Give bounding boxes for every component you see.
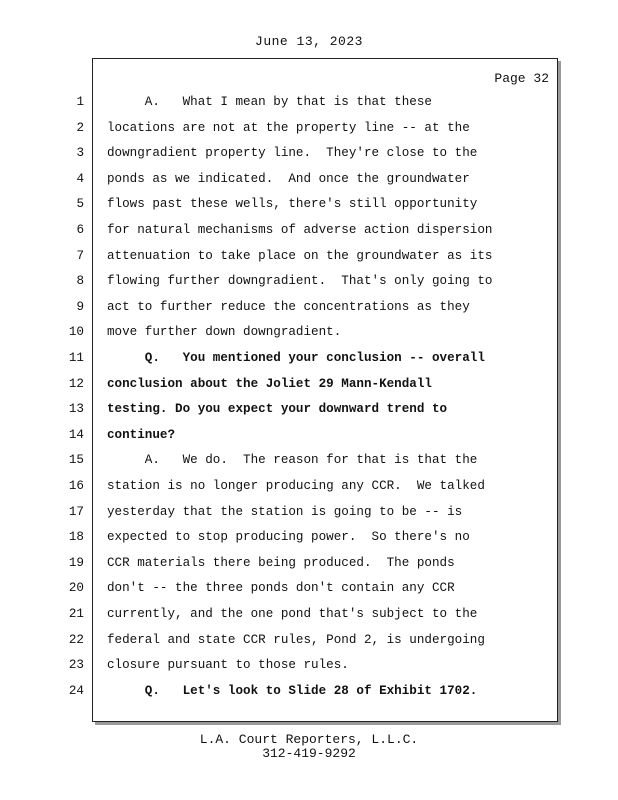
line-text: Q. Let's look to Slide 28 of Exhibit 1702. xyxy=(107,683,478,698)
line-text: yesterday that the station is going to be -- is xyxy=(107,504,463,519)
reporter-company: L.A. Court Reporters, L.L.C. xyxy=(199,732,419,747)
line-text: flowing further downgradient. That's only going to xyxy=(107,274,493,289)
line-number: 21 xyxy=(68,607,84,621)
line-text: act to further reduce the concentrations as they xyxy=(107,299,470,314)
line-text: conclusion about the Joliet 29 Mann-Kendall xyxy=(107,376,432,391)
transcript-line xyxy=(0,551,560,577)
transcript-date: June 13, 2023 xyxy=(255,34,363,49)
transcript-line xyxy=(0,576,560,602)
transcript-line xyxy=(0,397,560,423)
line-text: continue? xyxy=(107,427,176,442)
line-number: 1 xyxy=(76,95,84,109)
line-text: move further down downgradient. xyxy=(107,325,342,340)
line-number: 18 xyxy=(68,530,84,545)
line-number: 2 xyxy=(76,120,84,135)
transcript-line xyxy=(0,500,560,526)
transcript-line xyxy=(0,602,560,628)
line-number: 13 xyxy=(68,402,84,417)
line-text: currently, and the one pond that's subject to the xyxy=(107,607,478,621)
transcript-line xyxy=(0,269,560,295)
transcript-line xyxy=(0,320,560,346)
transcript-line xyxy=(0,116,560,142)
line-text: CCR materials there being produced. The ponds xyxy=(107,555,455,570)
line-number: 24 xyxy=(68,683,84,698)
line-number: 3 xyxy=(76,146,84,161)
transcript-line xyxy=(0,244,560,270)
line-number: 5 xyxy=(76,197,84,212)
line-number: 10 xyxy=(68,325,84,340)
transcript-line xyxy=(0,167,560,193)
transcript-line xyxy=(0,192,560,218)
line-number: 20 xyxy=(68,581,84,596)
line-text: don't -- the three ponds don't contain any CCR xyxy=(107,581,455,596)
line-number: 9 xyxy=(76,299,84,314)
line-text: ponds as we indicated. And once the groundwater xyxy=(107,171,470,186)
line-number: 22 xyxy=(68,632,84,647)
line-text: locations are not at the property line -- at the xyxy=(107,120,470,135)
transcript-line xyxy=(0,141,560,167)
transcript-line xyxy=(0,372,560,398)
line-text: attenuation to take place on the groundwater as its xyxy=(107,248,493,263)
line-number: 12 xyxy=(68,376,84,391)
line-text: federal and state CCR rules, Pond 2, is undergoing xyxy=(107,632,485,647)
line-text: flows past these wells, there's still opportunity xyxy=(107,197,478,212)
line-text: for natural mechanisms of adverse action dispersion xyxy=(107,223,493,237)
transcript-line xyxy=(0,423,560,449)
line-text: station is no longer producing any CCR. We talked xyxy=(107,479,485,493)
transcript-line xyxy=(0,628,560,654)
line-number: 17 xyxy=(68,504,84,519)
transcript-line xyxy=(0,525,560,551)
line-number: 4 xyxy=(76,171,84,186)
line-number: 14 xyxy=(68,427,84,442)
line-number: 8 xyxy=(76,274,84,289)
line-text: A. What I mean by that is that these xyxy=(107,95,432,109)
line-text: expected to stop producing power. So there's no xyxy=(107,530,470,545)
reporter-phone: 312-419-9292 xyxy=(262,746,356,761)
transcript-line xyxy=(0,448,560,474)
transcript-line xyxy=(0,474,560,500)
line-text: closure pursuant to those rules. xyxy=(107,658,349,673)
line-number: 7 xyxy=(76,248,84,263)
line-text: A. We do. The reason for that is that the xyxy=(107,453,478,468)
transcript-line xyxy=(0,90,560,116)
footer xyxy=(0,733,618,761)
line-number: 15 xyxy=(68,453,84,468)
line-number: 19 xyxy=(68,555,84,570)
line-number: 23 xyxy=(68,658,84,673)
transcript-line xyxy=(0,295,560,321)
transcript-line xyxy=(0,653,560,679)
line-text: Q. You mentioned your conclusion -- overall xyxy=(107,351,485,365)
line-number: 16 xyxy=(68,479,84,493)
transcript-line xyxy=(0,218,560,244)
line-number: 11 xyxy=(68,351,84,365)
transcript-line xyxy=(0,346,560,372)
line-text: testing. Do you expect your downward trend to xyxy=(107,402,448,417)
transcript-line xyxy=(0,679,560,705)
page-number: Page 32 xyxy=(494,71,549,86)
line-number: 6 xyxy=(76,223,84,237)
line-text: downgradient property line. They're close to the xyxy=(107,146,478,161)
